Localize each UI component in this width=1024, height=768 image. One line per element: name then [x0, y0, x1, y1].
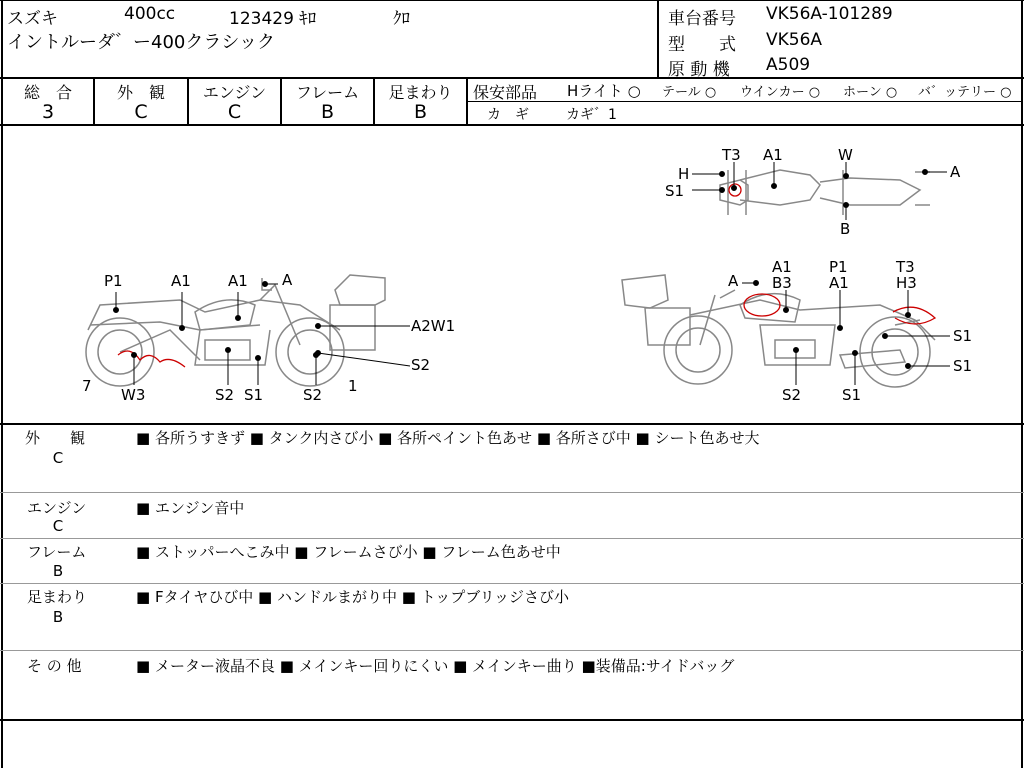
diagram-label: 7: [82, 377, 92, 395]
overall-grade-label: 総 合: [23, 83, 72, 102]
chassis-grade-label: 足まわり: [388, 83, 453, 102]
section-engine-items: ■ エンジン音中: [136, 499, 245, 517]
diagram-label: S1: [953, 327, 973, 345]
safety-winker: ウインカー ○: [740, 85, 821, 100]
section-exterior-items: ■ 各所うすきず ■ タンク内さび小 ■ 各所ペイント色あせ ■ 各所さび中 ■ シート色あせ大: [136, 429, 760, 447]
chassis-number-label: 車台番号: [668, 9, 736, 29]
diagram-label: S1: [244, 386, 264, 404]
diagram-label: H3: [896, 274, 917, 292]
key-label: カ ギ: [487, 107, 529, 123]
diagram-label: A2W1: [411, 317, 456, 335]
diagram-label: S1: [953, 357, 973, 375]
safety-tail: テール ○: [662, 85, 717, 100]
diagram-label: A: [282, 271, 293, 289]
diagram-label: A: [728, 272, 739, 290]
diagram-label: A: [950, 163, 961, 181]
overall-grade-value: 3: [41, 101, 55, 123]
section-frame-items: ■ ストッパーへこみ中 ■ フレームさび小 ■ フレーム色あせ中: [136, 543, 561, 561]
frame-grade-label: フレーム: [295, 83, 360, 102]
diagram-label: 1: [348, 377, 358, 395]
section-engine-title: エンジン: [27, 499, 87, 517]
safety-headlight: Hライト ○: [567, 82, 641, 100]
diagram-label: A1: [171, 272, 191, 290]
maker-name: スズキ: [7, 9, 58, 29]
section-frame-title: フレーム: [27, 543, 87, 561]
diagram-label: S1: [665, 182, 685, 200]
diagram-label: B: [840, 220, 851, 238]
diagram-label: W: [838, 146, 853, 164]
diagram-label: W3: [121, 386, 146, 404]
engine-type-label: 原 動 機: [668, 60, 730, 80]
diagram-label: P1: [104, 272, 123, 290]
section-other-title: そ の 他: [27, 657, 82, 675]
section-frame-grade: B: [52, 562, 64, 580]
diagram-label: S1: [842, 386, 862, 404]
engine-type-value: A509: [766, 55, 811, 75]
section-chassis-items: ■ Fタイヤひび中 ■ ハンドルまがり中 ■ トップブリッジさび小: [136, 588, 570, 606]
safety-parts-title: 保安部品: [473, 83, 538, 102]
displacement: 400cc: [124, 4, 176, 24]
diagram-label: A1: [763, 146, 783, 164]
left-side-view: [86, 275, 385, 386]
diagram-label: T3: [896, 258, 915, 276]
diagram-label: A1: [228, 272, 248, 290]
top-view: [720, 170, 930, 215]
chassis-grade-value: B: [413, 101, 428, 123]
section-chassis-grade: B: [52, 608, 64, 626]
safety-battery: バ゛ッテリー ○: [918, 85, 1012, 100]
section-other-items: ■ メーター液晶不良 ■ メインキー回りにくい ■ メインキー曲り ■装備品:サイドバッグ: [136, 657, 735, 675]
exterior-grade-label: 外 観: [116, 83, 165, 102]
diagram-label: A1: [772, 258, 792, 276]
section-engine-grade: C: [52, 517, 64, 535]
safety-horn: ホーン ○: [843, 85, 898, 100]
damage-marker-tank: [744, 294, 780, 316]
mileage: 123429 ｷﾛ: [229, 9, 317, 29]
diagram-label: T3: [722, 146, 741, 164]
section-chassis-title: 足まわり: [27, 588, 88, 606]
engine-grade-label: エンジン: [202, 83, 267, 102]
model-type-label: 型 式: [668, 35, 736, 55]
chassis-number-value: VK56A-101289: [766, 4, 893, 24]
diagram-label: S2: [411, 356, 431, 374]
model-type-value: VK56A: [766, 30, 823, 50]
model-name: イントルーダ゛ー400クラシック: [7, 32, 275, 53]
diagram-label: A1: [829, 274, 849, 292]
diagram-label: B3: [772, 274, 792, 292]
diagram-label: S2: [303, 386, 323, 404]
diagram-label: P1: [829, 258, 848, 276]
section-exterior-grade: C: [52, 449, 64, 467]
section-exterior-title: 外 観: [25, 429, 86, 447]
key-value: カギ゛1: [566, 107, 617, 123]
engine-grade-value: C: [227, 101, 242, 123]
body-color: ｸﾛ: [393, 9, 410, 29]
diagram-label: S2: [782, 386, 802, 404]
frame-grade-value: B: [320, 101, 335, 123]
exterior-grade-value: C: [134, 101, 148, 123]
diagram-label: S2: [215, 386, 235, 404]
diagram-label: H: [678, 165, 690, 183]
